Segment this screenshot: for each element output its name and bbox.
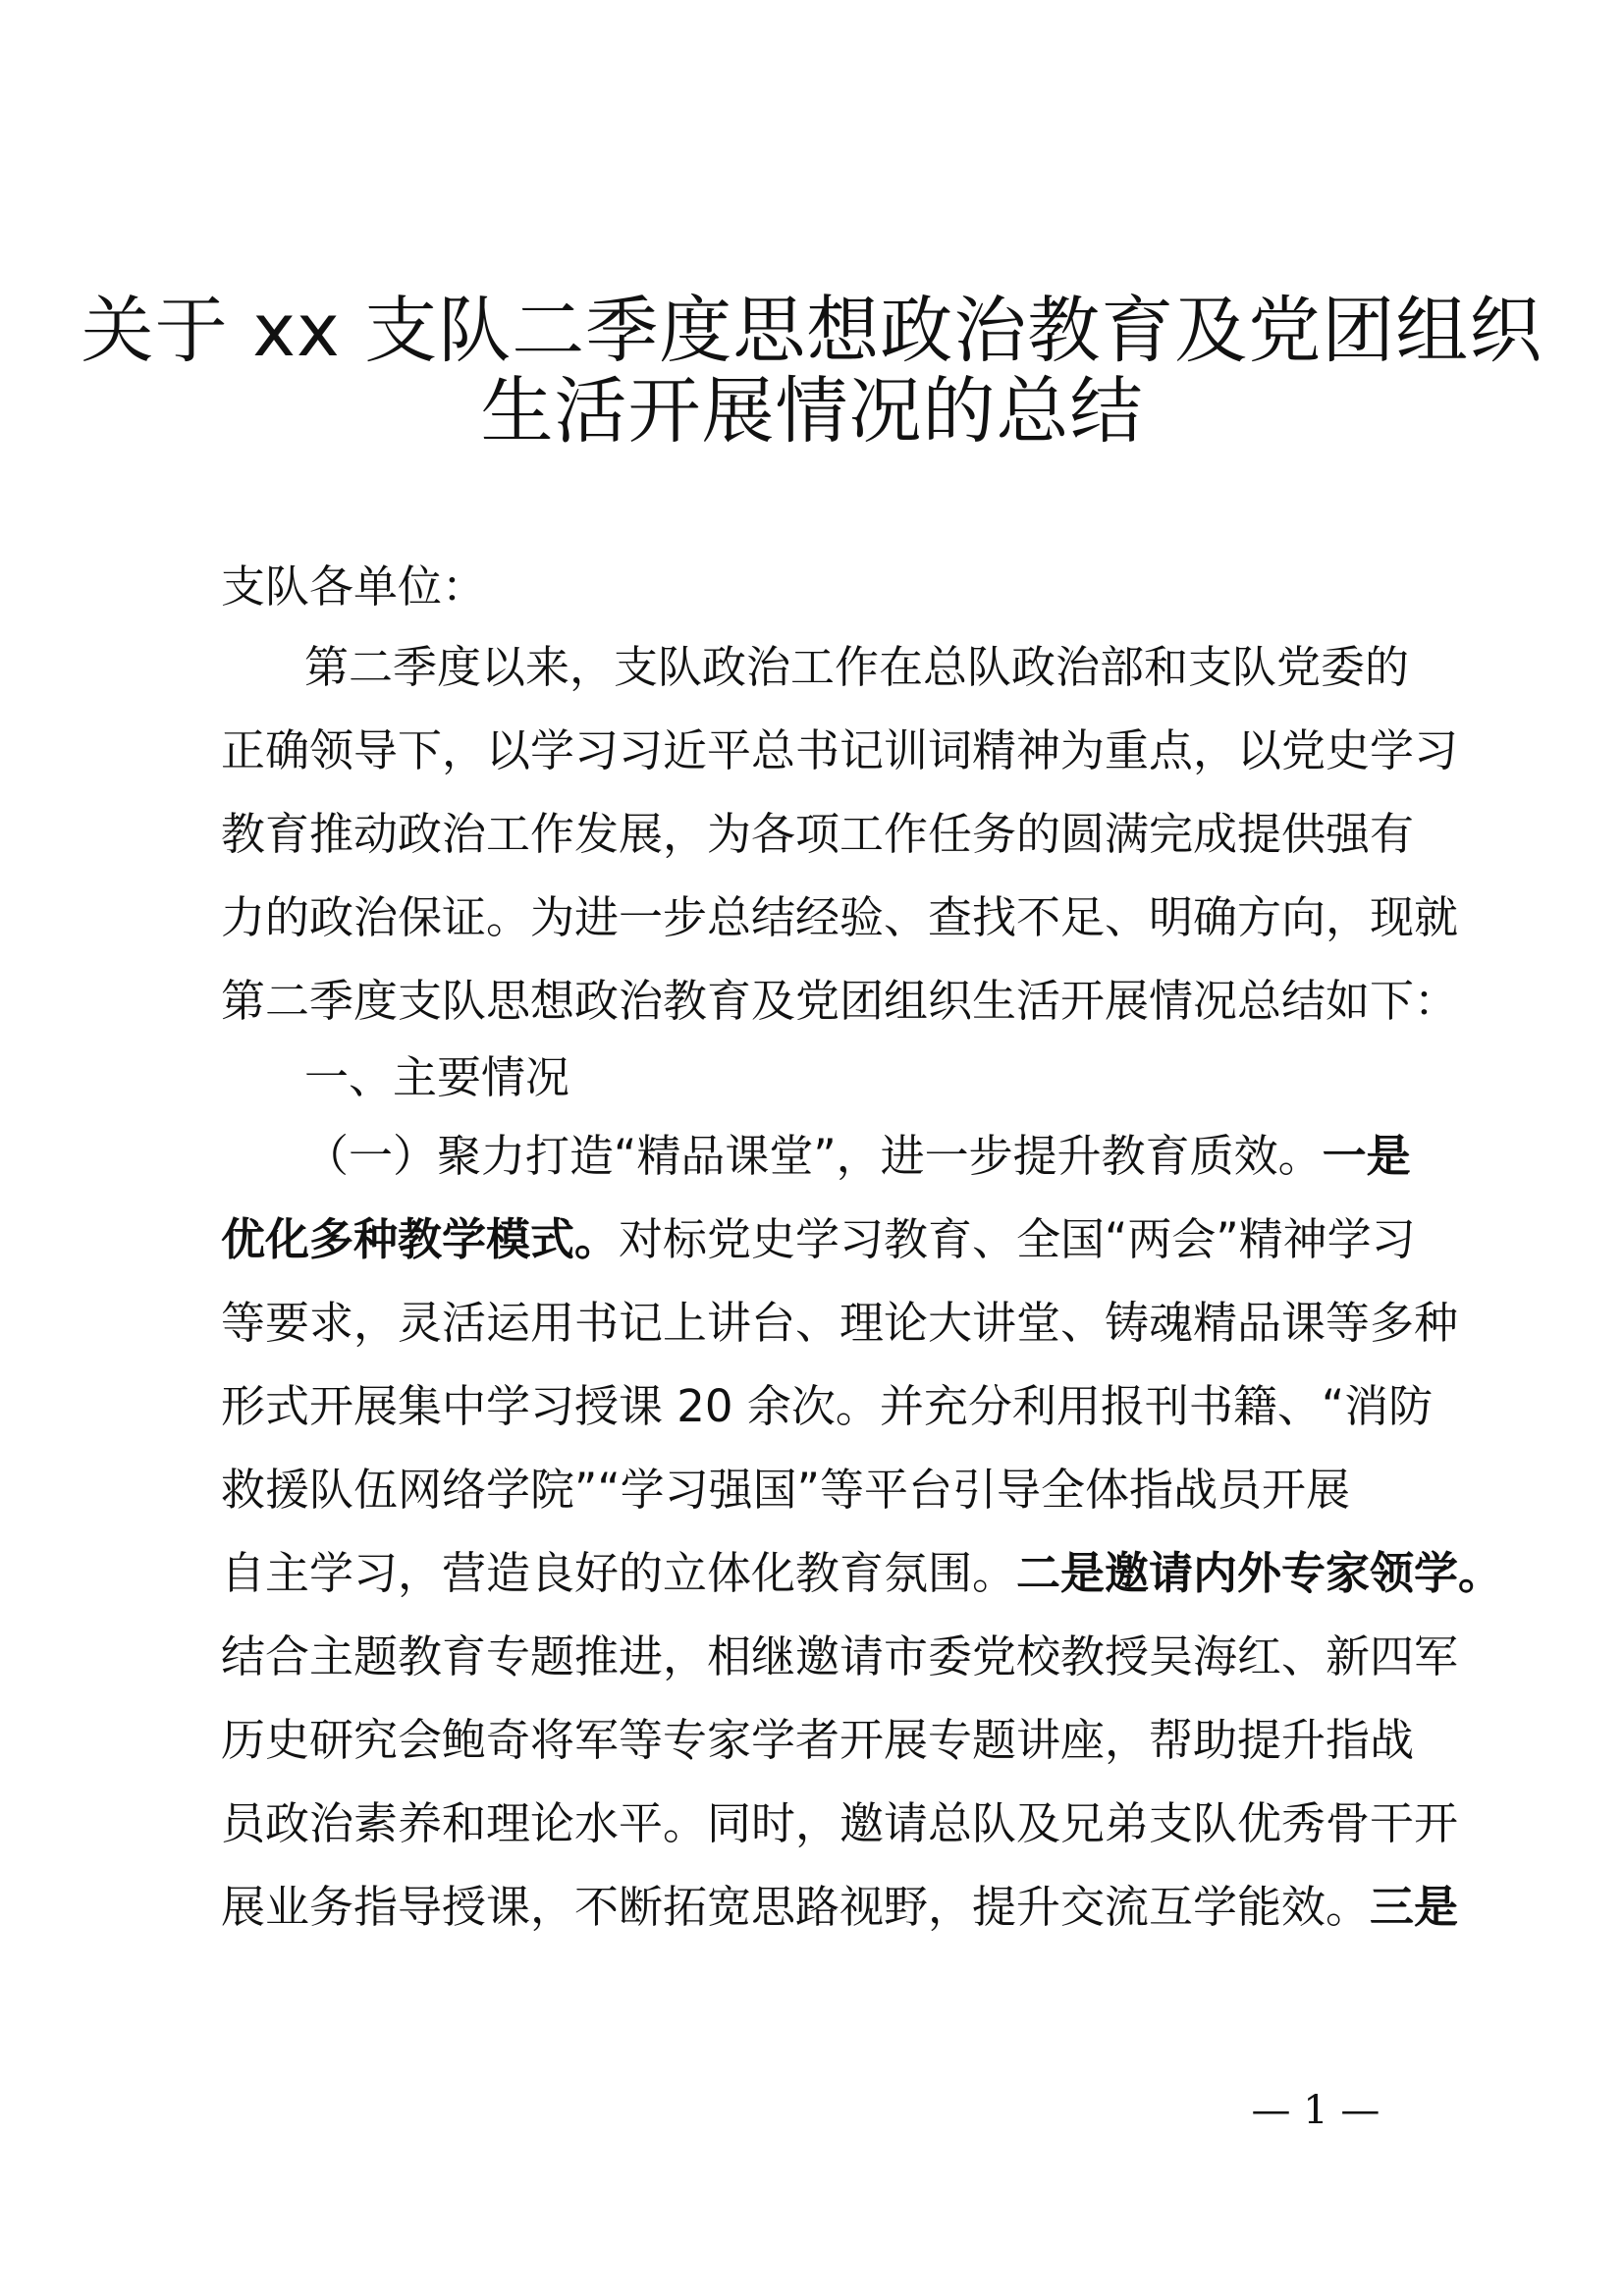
body-text: 对标党史学习教育、全国“两会”精神学习 [619, 1213, 1416, 1265]
bold-lead: 二是邀请内外专家领学。 [1016, 1547, 1503, 1599]
subheading-text: （一）聚力打造“精品课堂”，进一步提升教育质效。 [304, 1130, 1323, 1182]
paragraph-line: 员政治素养和理论水平。同时，邀请总队及兄弟支队优秀骨干开 [221, 1797, 1459, 1849]
title-line-1: 关于 xx 支队二季度思想政治教育及党团组织 [81, 289, 1543, 373]
page-number: — 1 — [1251, 2088, 1380, 2133]
paragraph-line: 正确领导下，以学习习近平总书记训词精神为重点，以党史学习 [221, 724, 1459, 776]
title-line-2: 生活开展情况的总结 [480, 369, 1144, 454]
bold-lead: 优化多种教学模式。 [221, 1213, 620, 1265]
paragraph-line: 历史研究会鲍奇将军等专家学者开展专题讲座，帮助提升指战 [221, 1714, 1415, 1766]
paragraph-line: 等要求，灵活运用书记上讲台、理论大讲堂、铸魂精品课等多种 [221, 1297, 1459, 1349]
salutation: 支队各单位： [221, 561, 487, 613]
section-heading: 一、主要情况 [304, 1051, 570, 1103]
paragraph-line: 结合主题教育专题推进，相继邀请市委党校教授吴海红、新四军 [221, 1630, 1459, 1682]
paragraph-line: 救援队伍网络学院”“学习强国”等平台引导全体指战员开展 [221, 1464, 1350, 1516]
body-text: 展业务指导授课，不断拓宽思路视野，提升交流互学能效。 [221, 1881, 1371, 1933]
bold-lead: 一是 [1322, 1130, 1411, 1182]
paragraph-line [221, 1878, 1459, 1937]
paragraph-line [221, 1210, 1438, 1269]
paragraph-line: 教育推动政治工作发展，为各项工作任务的圆满完成提供强有 [221, 808, 1415, 860]
paragraph-line: 第二季度支队思想政治教育及党团组织生活开展情况总结如下： [221, 975, 1459, 1027]
paragraph-line [221, 1544, 1503, 1603]
body-text: 自主学习，营造良好的立体化教育氛围。 [221, 1547, 1017, 1599]
paragraph-line [221, 1127, 1522, 1186]
paragraph-line: 形式开展集中学习授课 20 余次。并充分利用报刊书籍、“消防 [221, 1380, 1434, 1432]
bold-lead: 三是 [1370, 1881, 1459, 1933]
paragraph-line: 力的政治保证。为进一步总结经验、查找不足、明确方向，现就 [221, 891, 1459, 943]
paragraph-line: 第二季度以来，支队政治工作在总队政治部和支队党委的 [304, 641, 1410, 693]
